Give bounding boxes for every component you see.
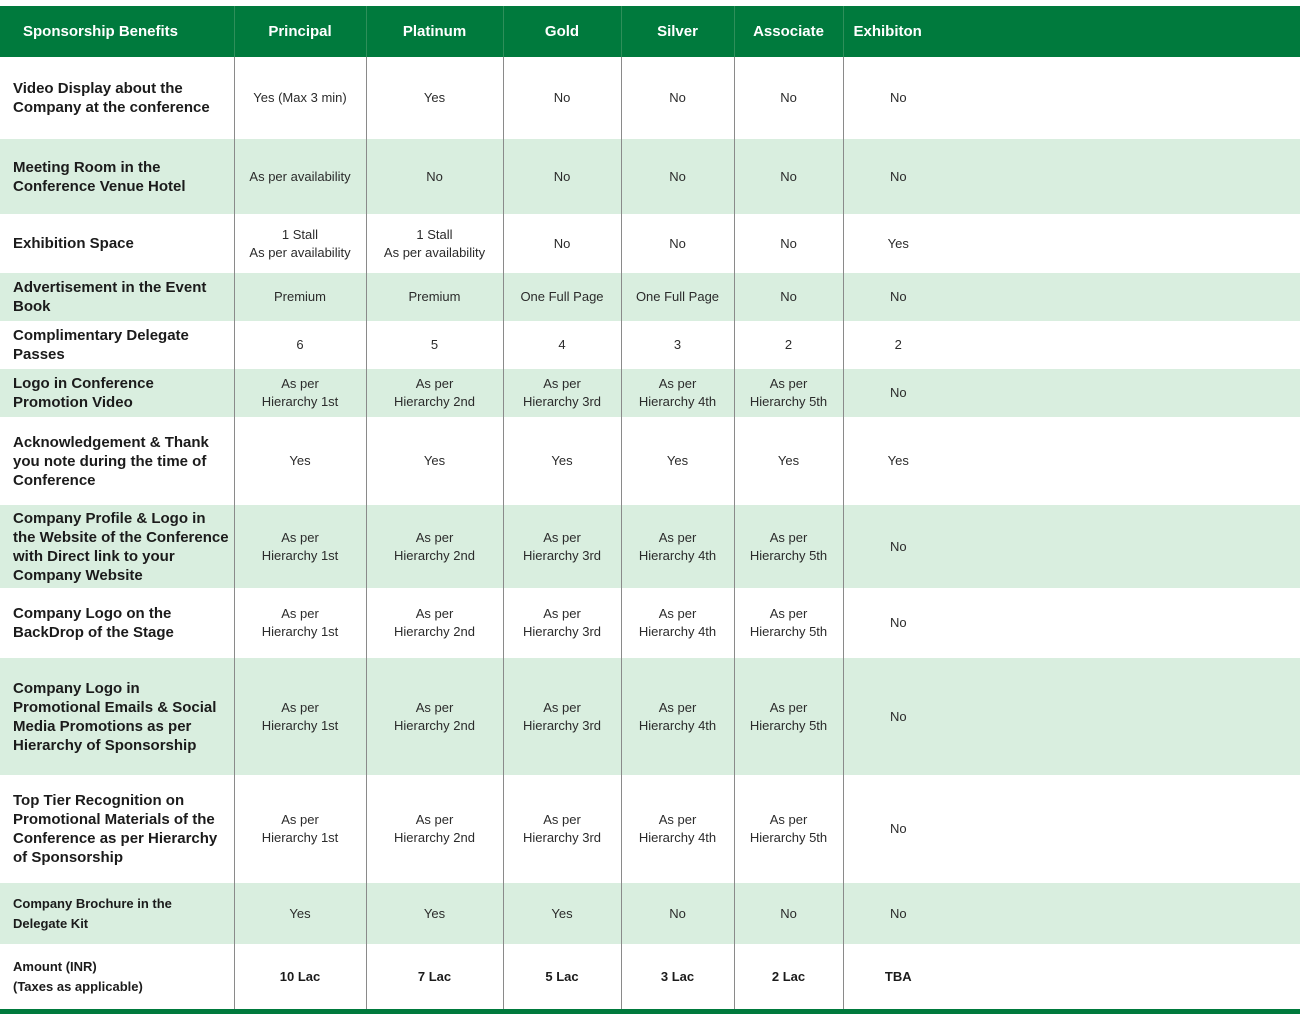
row-spacer [953,588,1300,658]
tier-value-cell: Yes [503,417,621,505]
row-spacer [953,944,1300,1010]
tier-value-cell: As per Hierarchy 3rd [503,775,621,883]
tier-value-cell: 2 Lac [734,944,843,1010]
table-row [0,417,1300,505]
tier-value-cell: No [734,139,843,214]
tier-value-cell: One Full Page [503,273,621,321]
tier-value-cell: No [621,883,734,944]
benefit-label: Amount (INR) (Taxes as applicable) [0,944,234,1010]
tier-value-cell: Yes [843,214,953,273]
row-spacer [953,775,1300,883]
table-row [0,658,1300,775]
tier-value-cell: As per Hierarchy 1st [234,658,366,775]
row-spacer [953,417,1300,505]
tier-value-cell: As per availability [234,139,366,214]
header-row [0,6,1300,57]
table-row [0,883,1300,944]
tier-value-cell: No [734,214,843,273]
benefit-label: Exhibition Space [0,214,234,273]
tier-value-cell: Yes [503,883,621,944]
table-row [0,273,1300,321]
table-row [0,944,1300,1010]
header-tier-platinum: Platinum [366,6,503,57]
tier-value-cell: No [843,588,953,658]
tier-value-cell: 5 [366,321,503,369]
row-spacer [953,369,1300,417]
row-spacer [953,658,1300,775]
benefit-label: Company Logo on the BackDrop of the Stage [0,588,234,658]
tier-value-cell: No [843,775,953,883]
benefit-label: Company Profile & Logo in the Website of the Conference with Direct link to your Company Website [0,505,234,588]
row-spacer [953,505,1300,588]
table-body [0,57,1300,1010]
tier-value-cell: Yes (Max 3 min) [234,57,366,139]
tier-value-cell: No [734,273,843,321]
table-row [0,139,1300,214]
tier-value-cell: No [734,883,843,944]
header-benefits: Sponsorship Benefits [0,6,234,57]
header-tier-gold: Gold [503,6,621,57]
row-spacer [953,883,1300,944]
benefit-label: Video Display about the Company at the conference [0,57,234,139]
tier-value-cell: 1 Stall As per availability [366,214,503,273]
tier-value-cell: No [843,369,953,417]
tier-value-cell: No [843,883,953,944]
header-tier-associate: Associate [734,6,843,57]
tier-value-cell: 7 Lac [366,944,503,1010]
tier-value-cell: Yes [843,417,953,505]
tier-value-cell: No [366,139,503,214]
benefit-label: Complimentary Delegate Passes [0,321,234,369]
tier-value-cell: Yes [234,417,366,505]
tier-value-cell: No [621,139,734,214]
row-spacer [953,321,1300,369]
tier-value-cell: As per Hierarchy 3rd [503,505,621,588]
header-tier-principal: Principal [234,6,366,57]
sponsorship-table-container [0,6,1300,1010]
tier-value-cell: Yes [621,417,734,505]
tier-value-cell: As per Hierarchy 2nd [366,658,503,775]
tier-value-cell: As per Hierarchy 5th [734,658,843,775]
tier-value-cell: As per Hierarchy 1st [234,588,366,658]
tier-value-cell: No [843,658,953,775]
benefit-label: Company Logo in Promotional Emails & Social Media Promotions as per Hierarchy of Sponsorship [0,658,234,775]
benefit-label: Meeting Room in the Conference Venue Hotel [0,139,234,214]
tier-value-cell: As per Hierarchy 2nd [366,775,503,883]
benefit-label: Logo in Conference Promotion Video [0,369,234,417]
tier-value-cell: As per Hierarchy 2nd [366,369,503,417]
row-spacer [953,273,1300,321]
benefit-label: Acknowledgement & Thank you note during the time of Conference [0,417,234,505]
tier-value-cell: As per Hierarchy 5th [734,588,843,658]
tier-value-cell: Yes [366,417,503,505]
tier-value-cell: No [503,139,621,214]
tier-value-cell: Yes [366,57,503,139]
benefit-label: Company Brochure in the Delegate Kit [0,883,234,944]
tier-value-cell: No [734,57,843,139]
tier-value-cell: 4 [503,321,621,369]
header-tier-silver: Silver [621,6,734,57]
tier-value-cell: No [503,214,621,273]
tier-value-cell: 10 Lac [234,944,366,1010]
row-spacer [953,57,1300,139]
tier-value-cell: As per Hierarchy 1st [234,369,366,417]
tier-value-cell: As per Hierarchy 5th [734,505,843,588]
tier-value-cell: Yes [366,883,503,944]
row-spacer [953,139,1300,214]
tier-value-cell: No [843,273,953,321]
table-row [0,505,1300,588]
tier-value-cell: No [621,214,734,273]
tier-value-cell: No [843,505,953,588]
tier-value-cell: 2 [843,321,953,369]
tier-value-cell: As per Hierarchy 4th [621,775,734,883]
tier-value-cell: As per Hierarchy 1st [234,505,366,588]
header-spacer [953,6,1300,57]
tier-value-cell: One Full Page [621,273,734,321]
tier-value-cell: As per Hierarchy 4th [621,658,734,775]
tier-value-cell: As per Hierarchy 4th [621,505,734,588]
tier-value-cell: No [621,57,734,139]
tier-value-cell: As per Hierarchy 1st [234,775,366,883]
table-row [0,214,1300,273]
tier-value-cell: As per Hierarchy 3rd [503,658,621,775]
tier-value-cell: As per Hierarchy 5th [734,369,843,417]
tier-value-cell: 6 [234,321,366,369]
tier-value-cell: Yes [734,417,843,505]
tier-value-cell: TBA [843,944,953,1010]
tier-value-cell: 5 Lac [503,944,621,1010]
tier-value-cell: As per Hierarchy 3rd [503,588,621,658]
tier-value-cell: 1 Stall As per availability [234,214,366,273]
tier-value-cell: As per Hierarchy 2nd [366,505,503,588]
benefit-label: Top Tier Recognition on Promotional Materials of the Conference as per Hierarchy of Sponsorship [0,775,234,883]
tier-value-cell: 3 Lac [621,944,734,1010]
tier-value-cell: Premium [366,273,503,321]
bottom-rule [0,1009,1300,1014]
row-spacer [953,214,1300,273]
tier-value-cell: As per Hierarchy 4th [621,369,734,417]
tier-value-cell: Yes [234,883,366,944]
table-row [0,57,1300,139]
table-row [0,321,1300,369]
table-row [0,588,1300,658]
table-header [0,6,1300,57]
benefit-label: Advertisement in the Event Book [0,273,234,321]
tier-value-cell: As per Hierarchy 5th [734,775,843,883]
tier-value-cell: As per Hierarchy 4th [621,588,734,658]
tier-value-cell: No [843,139,953,214]
tier-value-cell: 3 [621,321,734,369]
table-row [0,775,1300,883]
sponsorship-table [0,6,1300,1010]
tier-value-cell: No [843,57,953,139]
tier-value-cell: Premium [234,273,366,321]
header-tier-exhibition: Exhibiton [843,6,953,57]
tier-value-cell: As per Hierarchy 2nd [366,588,503,658]
tier-value-cell: No [503,57,621,139]
tier-value-cell: 2 [734,321,843,369]
table-row [0,369,1300,417]
tier-value-cell: As per Hierarchy 3rd [503,369,621,417]
